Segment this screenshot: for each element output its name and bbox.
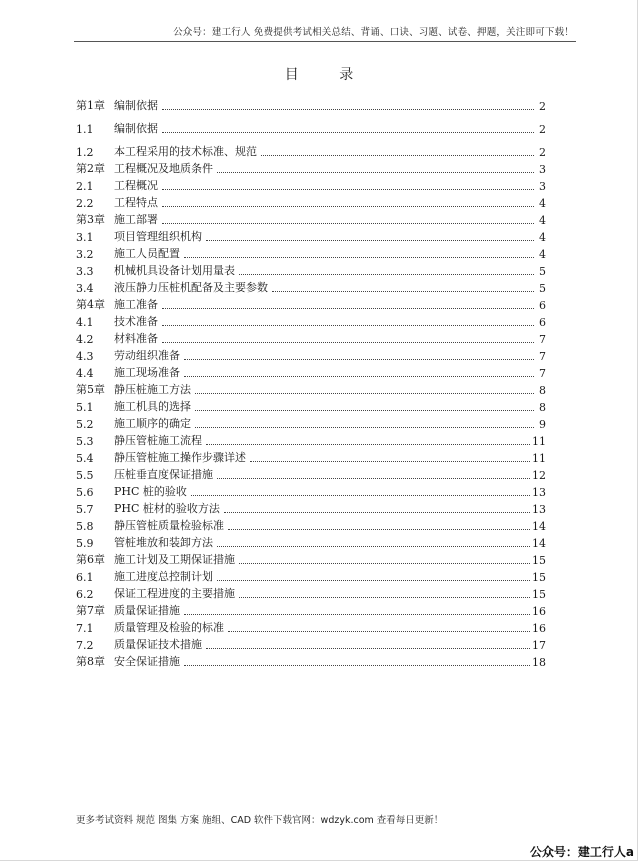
toc-entry-number: 7.2 [76,639,94,652]
toc-entry-number: 3.3 [76,265,94,278]
toc-dot-leader [206,647,530,649]
toc-dot-leader [239,562,530,564]
toc-entry-page: 6 [539,316,546,329]
toc-entry-number: 5.9 [76,537,94,550]
toc-entry-number: 1.1 [76,123,94,136]
toc-entry[interactable] [76,465,546,482]
toc-entry-page: 12 [532,469,546,482]
page-header: 公众号：建工行人 免费提供考试相关总结、背诵、口诀、习题、试卷、押题，关注即可下载！ [173,27,574,38]
toc-entry-label: 静压管桩质量检验标准 [114,519,224,532]
toc-dot-leader [191,494,530,496]
toc-entry-page: 5 [539,265,546,278]
toc-entry-label: 本工程采用的技术标准、规范 [114,145,257,158]
toc-entry[interactable] [76,159,546,176]
toc-dot-leader [184,664,530,666]
toc-dot-leader [184,613,530,615]
toc-entry-page: 16 [532,622,546,635]
toc-entry[interactable] [76,550,546,567]
toc-entry-label: 工程特点 [114,196,158,209]
toc-entry-label: PHC 桩的验收 [114,485,187,498]
toc-entry-page: 7 [539,350,546,363]
header-divider [74,41,576,42]
toc-dot-leader [228,630,530,632]
toc-entry-page: 8 [539,384,546,397]
toc-entry[interactable] [76,278,546,295]
toc-entry-page: 2 [539,100,546,113]
toc-entry-label: 施工顺序的确定 [114,417,191,430]
toc-entry-page: 2 [539,123,546,136]
toc-entry-label: 安全保证措施 [114,655,180,668]
toc-dot-leader [224,511,530,513]
toc-dot-leader [239,273,534,275]
toc-entry-label: 编制依据 [114,99,158,112]
toc-dot-leader [162,341,534,343]
toc-entry[interactable] [76,363,546,380]
toc-entry-page: 16 [532,605,546,618]
toc-entry-number: 第3章 [76,213,105,226]
toc-entry[interactable] [76,119,546,136]
toc-entry[interactable] [76,601,546,618]
toc-dot-leader [162,205,534,207]
toc-entry[interactable] [76,516,546,533]
toc-entry-page: 3 [539,163,546,176]
toc-entry[interactable] [76,329,546,346]
toc-dot-leader [206,239,534,241]
toc-entry[interactable] [76,96,546,113]
toc-dot-leader [217,545,530,547]
toc-dot-leader [217,171,534,173]
toc-dot-leader [162,307,534,309]
toc-entry-page: 7 [539,367,546,380]
toc-entry-page: 2 [539,146,546,159]
toc-entry-page: 15 [532,571,546,584]
toc-entry-page: 11 [532,452,546,465]
toc-entry[interactable] [76,312,546,329]
toc-entry-label: 静压管桩施工流程 [114,434,202,447]
table-of-contents [76,96,546,669]
toc-entry-number: 5.3 [76,435,94,448]
page-footer: 更多考试资料 规范 图集 方案 施组、CAD 软件下载官网：wdzyk.com 查看每日更新！ [76,815,444,826]
toc-entry-number: 5.1 [76,401,94,414]
toc-dot-leader [250,460,530,462]
toc-entry-label: 压桩垂直度保证措施 [114,468,213,481]
toc-entry[interactable] [76,397,546,414]
toc-entry-page: 14 [532,520,546,533]
watermark-text: 公众号：建工行人a [529,845,634,859]
toc-entry-label: 施工准备 [114,298,158,311]
toc-entry-label: 机械机具设备计划用量表 [114,264,235,277]
toc-entry-label: 保证工程进度的主要措施 [114,587,235,600]
toc-dot-leader [261,154,534,156]
toc-entry[interactable] [76,533,546,550]
toc-entry-number: 5.5 [76,469,94,482]
toc-entry-number: 5.8 [76,520,94,533]
toc-entry-number: 第1章 [76,99,105,112]
toc-entry-page: 8 [539,401,546,414]
toc-entry-number: 第4章 [76,298,105,311]
toc-entry-label: 编制依据 [114,122,158,135]
toc-entry-number: 5.4 [76,452,94,465]
toc-entry-label: 劳动组织准备 [114,349,180,362]
toc-entry-number: 4.1 [76,316,94,329]
toc-entry-number: 第7章 [76,604,105,617]
toc-entry-number: 1.2 [76,146,94,159]
toc-entry[interactable] [76,210,546,227]
toc-entry-label: 施工现场准备 [114,366,180,379]
toc-entry-number: 第5章 [76,383,105,396]
toc-entry-page: 11 [532,435,546,448]
toc-dot-leader [184,256,534,258]
toc-dot-leader [239,596,530,598]
toc-entry-label: 质量保证措施 [114,604,180,617]
toc-dot-leader [195,392,534,394]
toc-entry-number: 3.4 [76,282,94,295]
toc-dot-leader [272,290,534,292]
toc-entry-page: 15 [532,554,546,567]
toc-entry-number: 4.4 [76,367,94,380]
toc-entry-page: 6 [539,299,546,312]
toc-entry[interactable] [76,244,546,261]
toc-entry-label: 质量管理及检验的标准 [114,621,224,634]
toc-dot-leader [217,579,530,581]
toc-entry[interactable] [76,499,546,516]
toc-entry[interactable] [76,448,546,465]
toc-entry-label: 静压管桩施工操作步骤详述 [114,451,246,464]
toc-entry[interactable] [76,193,546,210]
toc-entry-page: 4 [539,231,546,244]
toc-entry-label: 工程概况及地质条件 [114,162,213,175]
toc-entry-page: 14 [532,537,546,550]
toc-entry-number: 4.2 [76,333,94,346]
toc-entry-page: 17 [532,639,546,652]
toc-dot-leader [206,443,530,445]
toc-entry-number: 3.1 [76,231,94,244]
toc-entry-label: 施工人员配置 [114,247,180,260]
toc-title: 目 录 [284,67,372,83]
toc-entry-page: 4 [539,248,546,261]
toc-entry-label: 施工进度总控制计划 [114,570,213,583]
toc-entry[interactable] [76,635,546,652]
toc-entry-number: 6.1 [76,571,94,584]
toc-entry[interactable] [76,567,546,584]
toc-entry-number: 第2章 [76,162,105,175]
toc-entry-label: 液压静力压桩机配备及主要参数 [114,281,268,294]
toc-dot-leader [184,358,534,360]
toc-dot-leader [162,108,534,110]
toc-entry[interactable] [76,295,546,312]
toc-entry[interactable] [76,652,546,669]
toc-entry[interactable] [76,142,546,159]
toc-entry-label: 项目管理组织机构 [114,230,202,243]
toc-entry-page: 15 [532,588,546,601]
toc-entry-label: 静压桩施工方法 [114,383,191,396]
toc-entry[interactable] [76,176,546,193]
toc-entry-label: 质量保证技术措施 [114,638,202,651]
toc-entry-label: 施工机具的选择 [114,400,191,413]
toc-entry-page: 4 [539,197,546,210]
toc-dot-leader [162,324,534,326]
toc-entry-label: 技术准备 [114,315,158,328]
toc-entry-page: 9 [539,418,546,431]
toc-entry-label: 施工部署 [114,213,158,226]
toc-entry-number: 6.2 [76,588,94,601]
toc-entry[interactable] [76,261,546,278]
toc-dot-leader [228,528,530,530]
toc-dot-leader [162,222,534,224]
toc-entry-page: 13 [532,503,546,516]
toc-entry-number: 7.1 [76,622,94,635]
toc-entry-label: 材料准备 [114,332,158,345]
toc-entry[interactable] [76,227,546,244]
toc-dot-leader [184,375,534,377]
toc-dot-leader [162,131,534,133]
toc-entry-label: 管桩堆放和装卸方法 [114,536,213,549]
toc-entry[interactable] [76,346,546,363]
toc-dot-leader [195,409,534,411]
toc-entry-number: 2.1 [76,180,94,193]
toc-entry[interactable] [76,482,546,499]
toc-entry[interactable] [76,380,546,397]
toc-entry[interactable] [76,584,546,601]
toc-entry-label: 工程概况 [114,179,158,192]
toc-entry-number: 5.2 [76,418,94,431]
toc-entry-page: 13 [532,486,546,499]
toc-entry-label: PHC 桩材的验收方法 [114,502,220,515]
toc-entry-label: 施工计划及工期保证措施 [114,553,235,566]
toc-entry-page: 4 [539,214,546,227]
toc-entry[interactable] [76,431,546,448]
toc-dot-leader [217,477,530,479]
toc-entry-number: 第8章 [76,655,105,668]
toc-entry-number: 4.3 [76,350,94,363]
toc-entry-page: 18 [532,656,546,669]
toc-entry-page: 5 [539,282,546,295]
toc-entry-number: 5.7 [76,503,94,516]
toc-entry[interactable] [76,414,546,431]
toc-entry-number: 5.6 [76,486,94,499]
toc-dot-leader [195,426,534,428]
toc-dot-leader [162,188,534,190]
toc-entry-number: 第6章 [76,553,105,566]
toc-entry[interactable] [76,618,546,635]
toc-entry-page: 3 [539,180,546,193]
toc-entry-page: 7 [539,333,546,346]
toc-entry-number: 2.2 [76,197,94,210]
toc-entry-number: 3.2 [76,248,94,261]
